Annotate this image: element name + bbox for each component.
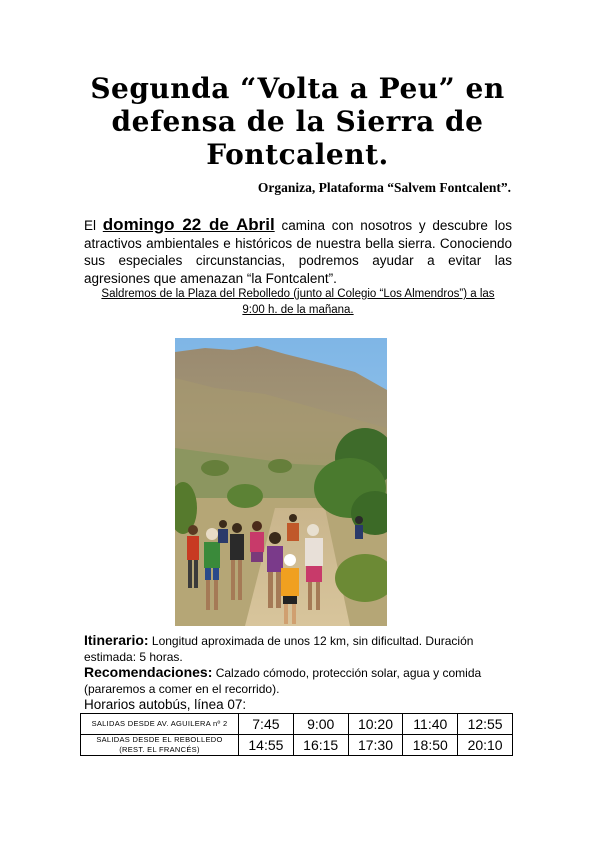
- recommendations-label: Recomendaciones:: [84, 664, 213, 680]
- bus-schedule-table: [80, 713, 513, 756]
- page-title: [60, 72, 535, 171]
- schedule-time: 17:30: [348, 735, 403, 756]
- schedule-time: 11:40: [403, 714, 458, 735]
- recommendations: [84, 665, 514, 697]
- title-line-1: Segunda “Volta a Peu” en: [90, 72, 505, 105]
- meeting-line-1: Saldremos de la Plaza del Rebolledo (junto al Colegio “Los Almendros”) a las: [101, 288, 495, 300]
- schedule-time: 18:50: [403, 735, 458, 756]
- meeting-line-2: 9:00 h. de la mañana.: [242, 303, 354, 316]
- schedule-row: [81, 735, 513, 756]
- recommendations-text: Calzado cómodo, protección solar, agua y comida (pararemos a comer en el recorrido).: [84, 666, 482, 696]
- intro-prefix: El: [84, 218, 103, 233]
- event-date: domingo 22 de Abril: [102, 215, 275, 234]
- title-line-3: Fontcalent.: [206, 138, 389, 171]
- meeting-point: [84, 287, 512, 318]
- schedule-time: 14:55: [239, 735, 294, 756]
- itinerary: [84, 633, 514, 665]
- schedule-time: 12:55: [458, 714, 513, 735]
- hikers-photo: [175, 338, 387, 626]
- title-line-2: defensa de la Sierra de: [111, 105, 484, 138]
- schedule-time: 9:00: [293, 714, 348, 735]
- schedule-time: 10:20: [348, 714, 403, 735]
- bus-schedule-heading: Horarios autobús, línea 07:: [84, 697, 247, 712]
- schedule-time: 16:15: [293, 735, 348, 756]
- schedule-time: 20:10: [458, 735, 513, 756]
- itinerary-text: Longitud aproximada de unos 12 km, sin dificultad. Duración estimada: 5 horas.: [84, 634, 474, 664]
- intro-text: camina con nosotros y descubre los atractivos ambientales e históricos de nuestra bella sierra. Conociendo sus especiales circunstancias, podremos ayudar a evitar las agresiones que amenazan “la Fontcalent”.: [84, 218, 512, 286]
- intro-paragraph: [84, 216, 512, 287]
- schedule-stop: SALIDAS DESDE AV. AGUILERA nº 2: [81, 714, 239, 735]
- organizer-line: Organiza, Plataforma “Salvem Fontcalent”.: [257, 180, 511, 195]
- itinerary-label: Itinerario:: [84, 632, 149, 648]
- schedule-stop: SALIDAS DESDE EL REBOLLEDO (REST. EL FRANCÉS): [81, 735, 239, 756]
- schedule-time: 7:45: [239, 714, 294, 735]
- schedule-row: [81, 714, 513, 735]
